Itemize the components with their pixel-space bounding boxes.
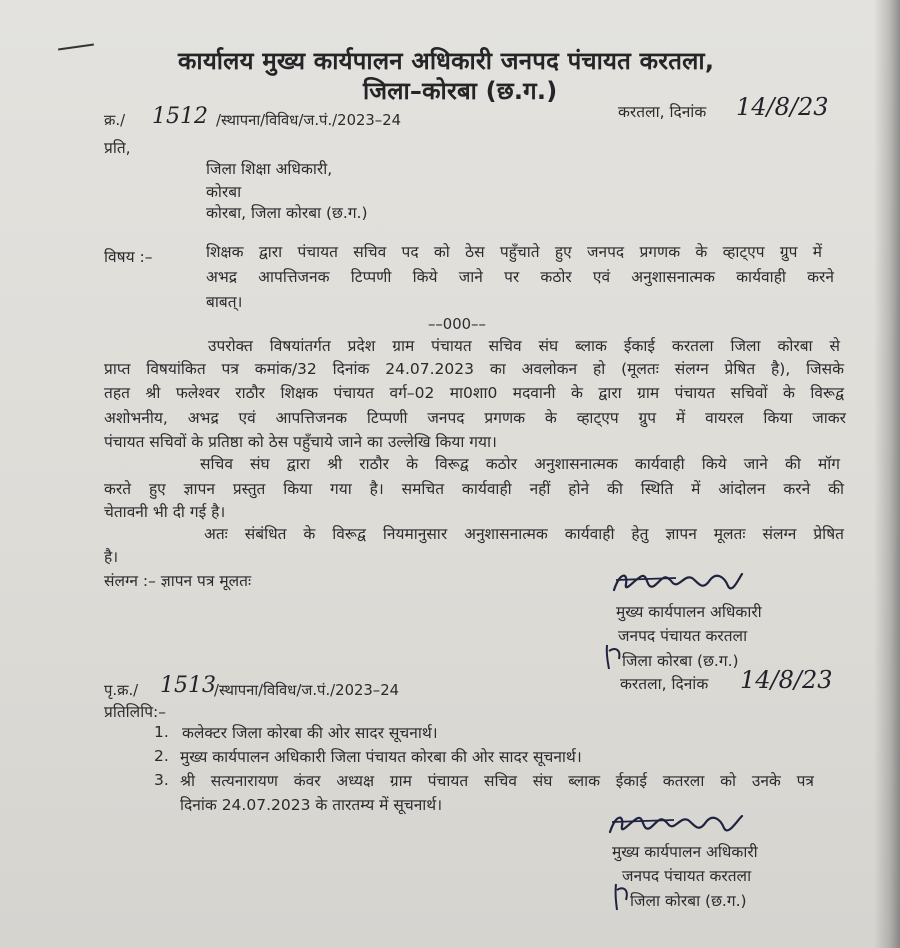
copy-item-1-num: 1. (154, 723, 169, 741)
para2-line2: करते हुए ज्ञापन प्रस्तुत किया गया है। समचित कार्यवाही नहीं होने की स्थिति में आंदोलन करने की (104, 480, 844, 498)
letterhead-line2: जिला–कोरबा (छ.ग.) (363, 77, 558, 105)
to-line3: कोरबा, जिला कोरबा (छ.ग.) (206, 204, 368, 222)
ref-date: 14/8/23 (736, 93, 829, 121)
para2-line1: सचिव संघ द्वारा श्री राठौर के विरूद्व कठोर अनुशासनात्मक कार्यवाही किये जाने की मॉग (200, 455, 840, 473)
subject-label: विषय :– (104, 248, 153, 266)
copy-item-1-text: कलेक्टर जिला कोरबा की ओर सादर सूचनार्थ। (182, 724, 438, 742)
endorse-date: 14/8/23 (740, 666, 833, 694)
subject-line1: शिक्षक द्वारा पंचायत सचिव पद को ठेस पहुँचाते हुए जनपद प्रगणक के व्हाट्एप ग्रुप में (206, 243, 822, 261)
initial-mark-2 (610, 880, 632, 912)
pen-mark (58, 44, 94, 51)
subject-line2: अभद्र आपत्तिजनक टिप्पणी किये जाने पर कठोर एवं अनुशासनात्मक कार्यवाही करने (206, 268, 834, 286)
endorse-date-label: करतला, दिनांक (620, 675, 709, 693)
ref-prefix: क्र./ (104, 112, 126, 129)
para2-line3: चेतावनी भी दी गई है। (104, 503, 226, 521)
endorse-number: 1513 (160, 673, 216, 698)
sig1-designation: मुख्य कार्यपालन अधिकारी (616, 603, 762, 621)
copy-item-2-text: मुख्य कार्यपालन अधिकारी जिला पंचायत कोरबा की ओर सादर सूचनार्थ। (180, 748, 582, 766)
endorse-prefix: पृ.क्र./ (104, 682, 139, 699)
para1-line4: अशोभनीय, अभद्र एवं आपत्तिजनक टिप्पणी जनपद प्रगणक के व्हाट्एप ग्रुप में वायरल किया जाकर (104, 409, 846, 427)
ref-suffix: /स्थापना/विविध/ज.पं./2023–24 (216, 112, 402, 129)
para3-line1: अतः संबंधित के विरूद्व नियमानुसार अनुशासनात्मक कार्यवाही हेतु ज्ञापन मूलतः संलग्न प्रेषित (204, 525, 844, 543)
to-label: प्रति, (104, 139, 131, 157)
copy-item-3-num: 3. (154, 771, 169, 789)
copy-item-2-num: 2. (154, 747, 169, 765)
enclosure-line: संलग्न :– ज्ञापन पत्र मूलतः (104, 572, 252, 590)
para1-line2: प्राप्त विषयांकित पत्र कमांक/32 दिनांक 24.07.2023 का अवलोकन हो (मूलतः संलग्न प्रेषित है), जिसके (104, 360, 844, 378)
copy-item-3-line1: श्री सत्यनारायण कंवर अध्यक्ष ग्राम पंचायत सचिव संघ ब्लाक ईकाई कतरला को उनके पत्र (180, 772, 814, 790)
sig1-office: जनपद पंचायत करतला (618, 627, 748, 645)
to-line1: जिला शिक्षा अधिकारी, (206, 160, 333, 178)
separator: ––000–– (428, 316, 486, 333)
para1-line3: तहत श्री फलेश्वर राठौर शिक्षक पंचायत वर्ग–02 मा0शा0 मदवानी के द्वारा ग्राम पंचायत सचिवों के विरूद्व (104, 384, 844, 402)
sig2-designation: मुख्य कार्यपालन अधिकारी (612, 843, 758, 861)
copy-item-3-line2: दिनांक 24.07.2023 के तारतम्य में सूचनार्थ। (180, 796, 443, 814)
para1-line5: पंचायत सचिवों के प्रतिष्ठा को ठेस पहुँचाये जाने का उल्लेखि किया गया। (104, 433, 497, 451)
endorse-suffix: /स्थापना/विविध/ज.पं./2023–24 (214, 682, 400, 699)
letterhead-line1: कार्यालय मुख्य कार्यपालन अधिकारी जनपद पंचायत करतला, (178, 47, 715, 75)
to-line2: कोरबा (206, 183, 242, 201)
signature-2 (602, 806, 750, 844)
copy-label: प्रतिलिपि:– (104, 703, 166, 721)
sig1-district: जिला कोरबा (छ.ग.) (622, 652, 739, 670)
sig2-district: जिला कोरबा (छ.ग.) (630, 892, 747, 910)
ref-number: 1512 (152, 104, 208, 129)
sig2-office: जनपद पंचायत करतला (622, 867, 752, 885)
para1-line1: उपरोक्त विषयांतर्गत प्रदेश ग्राम पंचायत सचिव संघ ब्लाक ईकाई करतला जिला कोरबा से (208, 337, 840, 355)
page-shadow (874, 0, 900, 948)
para3-line2: है। (104, 548, 119, 566)
ref-date-label: करतला, दिनांक (618, 103, 707, 121)
signature-1 (606, 566, 746, 602)
subject-line3: बाबत्। (206, 293, 243, 311)
